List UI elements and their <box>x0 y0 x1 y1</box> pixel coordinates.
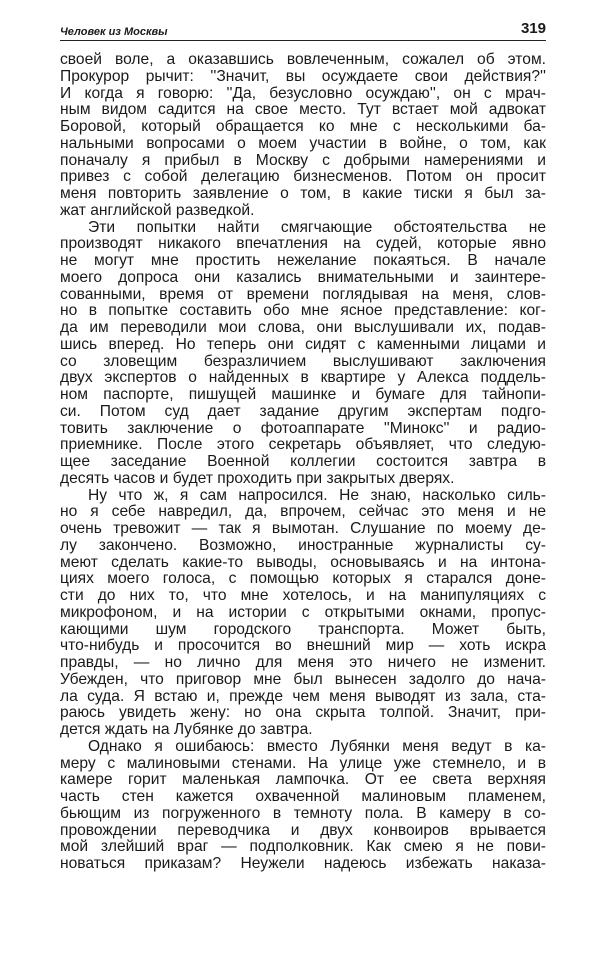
text-line: камере горит маленькая лампочка. От ее света верхняя <box>60 771 546 789</box>
page-number: 319 <box>520 20 546 37</box>
text-line: приемнике. После этого секретарь объявляет, что следую- <box>60 436 546 454</box>
text-line: да им переводили мои слова, они выслушивали их, подав- <box>60 319 546 336</box>
text-line: поначалу я прибыл в Москву с добрыми намерениями и <box>60 151 546 169</box>
text-line: что-нибудь и просочится во внешний мир — хоть искра <box>60 637 546 655</box>
paragraph <box>60 488 546 739</box>
text-line: провождении переводчика и двух конвоиров врывается <box>60 821 546 839</box>
text-line: Боровой, который обращается ко мне с несколькими ба- <box>60 118 546 135</box>
text-line: не могут мне простить нежелание покаяться. В начале <box>60 252 546 269</box>
text-line: очень тревожит — так я вымотан. Слушание по моему де- <box>60 520 546 537</box>
running-header <box>60 20 546 41</box>
running-title: Человек из Москвы <box>60 26 168 38</box>
text-line: привез с собой делегацию бизнесменов. Потом он просит <box>60 168 546 186</box>
text-line: сти до них то, что мне хотелось, и на манипуляциях с <box>60 587 546 604</box>
text-line: жат английской разведкой. <box>60 201 255 219</box>
text-line: своей воле, а оказавшись вовлеченным, сожалел об этом. <box>60 51 546 68</box>
text-line: Однако я ошибаюсь: вместо Лубянки меня ведут в ка- <box>88 737 546 755</box>
text-line: сованными, время от времени поглядывая на меня, слов- <box>60 285 546 303</box>
text-line: Эти попытки найти смягчающие обстоятельства не <box>88 218 546 236</box>
text-line: бьющим из погруженного в темноту пола. В камеру в со- <box>60 804 546 822</box>
text-line: ла суда. Я встаю и, прежде чем меня выводят из зала, ста- <box>60 687 546 705</box>
paragraph <box>60 739 546 873</box>
text-line: кающими шум городского транспорта. Может быть, <box>60 620 546 638</box>
text-line: си. Потом суд дает задание другим экспертам подго- <box>60 402 546 420</box>
text-line: часть стен кажется охваченной малиновым пламенем, <box>60 788 546 805</box>
text-line: ном паспорте, пишущей машинке и бумаге для тайнопи- <box>60 386 546 403</box>
text-line: мой злейший враг — подполковник. Как смею я не пови- <box>60 838 546 856</box>
text-line: раюсь увидеть жену: но она скрыта толпой. Значит, при- <box>60 704 546 722</box>
text-line: но в попытке составить обо мне ясное представление: ког- <box>60 302 546 320</box>
text-line: шись вперед. Но теперь они сидят с каменными лицами и <box>60 335 546 353</box>
text-line: лу закончено. Возможно, иностранные журналисты су- <box>60 536 546 554</box>
text-line: со зловещим безразличием выслушивают заключения <box>60 352 546 370</box>
text-line: меру с малиновыми стенами. На улице уже стемнело, и в <box>60 754 546 772</box>
text-line: ным видом садится на свое место. Тут встает мой адвокат <box>60 101 546 119</box>
text-line: двух экспертов о найденных в квартире у Алекса поддель- <box>60 369 546 387</box>
text-line: щее заседание Военной коллегии состоится завтра в <box>60 453 546 470</box>
text-line: Прокурор рычит: ''Значит, вы осуждаете свои действия?'' <box>60 67 546 85</box>
text-line: меня повторить заявление о том, в какие тиски я был за- <box>60 185 546 202</box>
paragraph <box>60 220 546 488</box>
text-line: правды, — но лично для меня это ничего не изменит. <box>60 654 546 671</box>
text-line: дется ждать на Лубянке до завтра. <box>60 721 313 738</box>
text-line: И когда я говорю: ''Да, безусловно осуждаю'', он с мрач- <box>60 84 546 102</box>
paragraph <box>60 52 546 220</box>
text-line: моего допроса они казались внимательными и заинтере- <box>60 268 546 286</box>
text-line: Убежден, что приговор мне был вынесен задолго до нача- <box>60 670 546 688</box>
text-line: производят никакого впечатления на судей, которые явно <box>60 235 546 253</box>
text-line: нальными вопросами о моем участии в войне, о том, как <box>60 134 546 152</box>
text-line: циях моего голоса, с помощью которых я старался доне- <box>60 570 546 588</box>
text-line: микрофоном, и на истории с открытыми окнами, пропус- <box>60 603 546 621</box>
text-line: десять часов и будет проходить при закрытых дверях. <box>60 469 455 487</box>
text-line: меют сделать какие-то выводы, основываясь и на интона- <box>60 553 546 571</box>
text-line: новаться приказам? Неужели надеюсь избежать наказа- <box>60 855 546 872</box>
body-text <box>60 52 546 873</box>
text-line: Ну что ж, я сам напросился. Не знаю, насколько силь- <box>88 486 546 504</box>
text-line: но я себе навредил, да, впрочем, сейчас это меня и не <box>60 503 546 521</box>
text-line: товить заключение о фотоаппарате ''Минокс'' и радио- <box>60 419 546 437</box>
